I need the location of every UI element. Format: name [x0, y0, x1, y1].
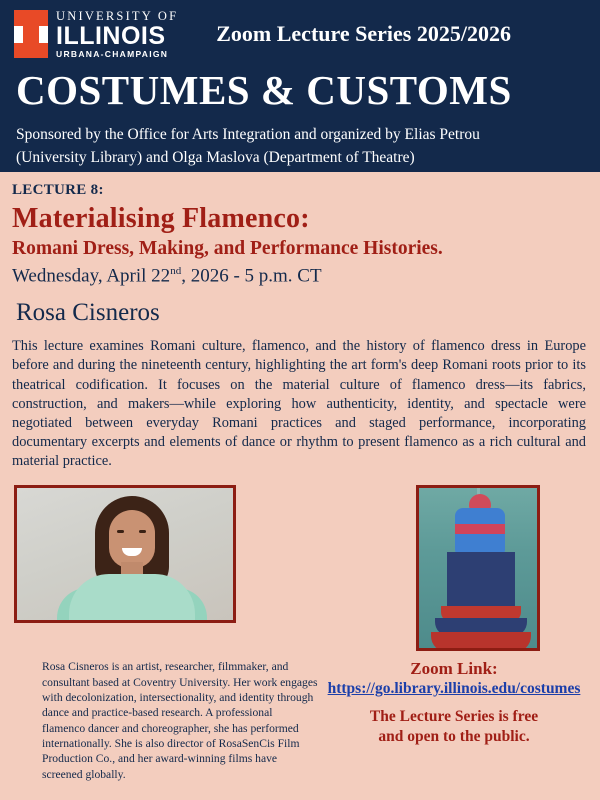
flamenco-dress-photo: [416, 485, 540, 651]
zoom-link-label: Zoom Link:: [410, 659, 498, 679]
date-suffix: , 2026 - 5 p.m. CT: [181, 265, 322, 287]
university-logo: [14, 10, 178, 58]
dress-skirt-shape: [447, 552, 515, 614]
lecture-subtitle: Romani Dress, Making, and Performance Histories.: [12, 238, 443, 259]
logo-line-3: URBANA-CHAMPAIGN: [56, 48, 169, 59]
speaker-bio: Rosa Cisneros is an artist, researcher, filmmaker, and consultant based at Coventry University. Her work engages with decolonization, intersectionality, and identity through dance and practice-based research. A professional flamenco dancer and choreographer, she has performed internationally. She is also director of RosaSenCis Film Production Co., and her award-winning films have screened globally.: [42, 660, 318, 781]
date-ordinal: nd: [170, 265, 182, 277]
free-note-line-1: The Lecture Series is free: [369, 708, 539, 726]
zoom-link[interactable]: [326, 680, 582, 699]
logo-line-1: UNIVERSITY OF: [56, 9, 179, 23]
zoom-info: [318, 659, 582, 781]
lecture-number: LECTURE 8:: [12, 182, 104, 198]
series-title: Zoom Lecture Series 2025/2026: [216, 21, 511, 47]
dress-sash-shape: [455, 524, 505, 534]
poster-footer: [12, 659, 588, 781]
image-row: [12, 485, 588, 651]
logo-line-2: ILLINOIS: [56, 21, 166, 50]
poster-body: [0, 172, 600, 782]
dress-ruffle-3-shape: [431, 632, 531, 651]
zoom-url-line-1: https://go.library.illinois.ed: [327, 680, 508, 698]
date-prefix: Wednesday, April 22: [12, 265, 171, 287]
university-logo-text: [56, 10, 178, 58]
free-admission-note: [326, 707, 582, 746]
sponsor-line-2: (University Library) and Olga Maslova (Department of Theatre): [16, 148, 415, 166]
lecture-date: [12, 265, 588, 287]
zoom-url-line-2: u/costumes: [507, 680, 581, 698]
page-title: COSTUMES & CUSTOMS: [16, 67, 512, 114]
speaker-name: Rosa Cisneros: [16, 299, 160, 327]
block-i-icon: [14, 10, 48, 58]
photo-face-shape: [109, 510, 155, 568]
lecture-title: Materialising Flamenco:: [12, 203, 310, 234]
free-note-line-2: and open to the public.: [378, 727, 530, 745]
poster-header: [0, 0, 600, 172]
lecture-abstract: This lecture examines Romani culture, flamenco, and the history of flamenco dress in Europe before and during the nineteenth century, highlighting the art form's deep Romani roots prior to its theatrical codification. It focuses on the material culture of flamenco dress—its fabrics, construction, and makers—while exploring how authenticity, identity, and spectacle were negotiated between everyday Romani practices and staged performance, incorporating documentary excerpts and elements of dance or rhythm to present flamenco as a rich cultural and material practice.: [12, 338, 586, 470]
speaker-photo: [14, 485, 236, 623]
sponsor-text: [14, 124, 586, 169]
photo-torso-shape: [69, 574, 195, 623]
sponsor-line-1: Sponsored by the Office for Arts Integration and organized by Elias Petrou: [16, 126, 480, 144]
header-top-row: [14, 10, 586, 58]
